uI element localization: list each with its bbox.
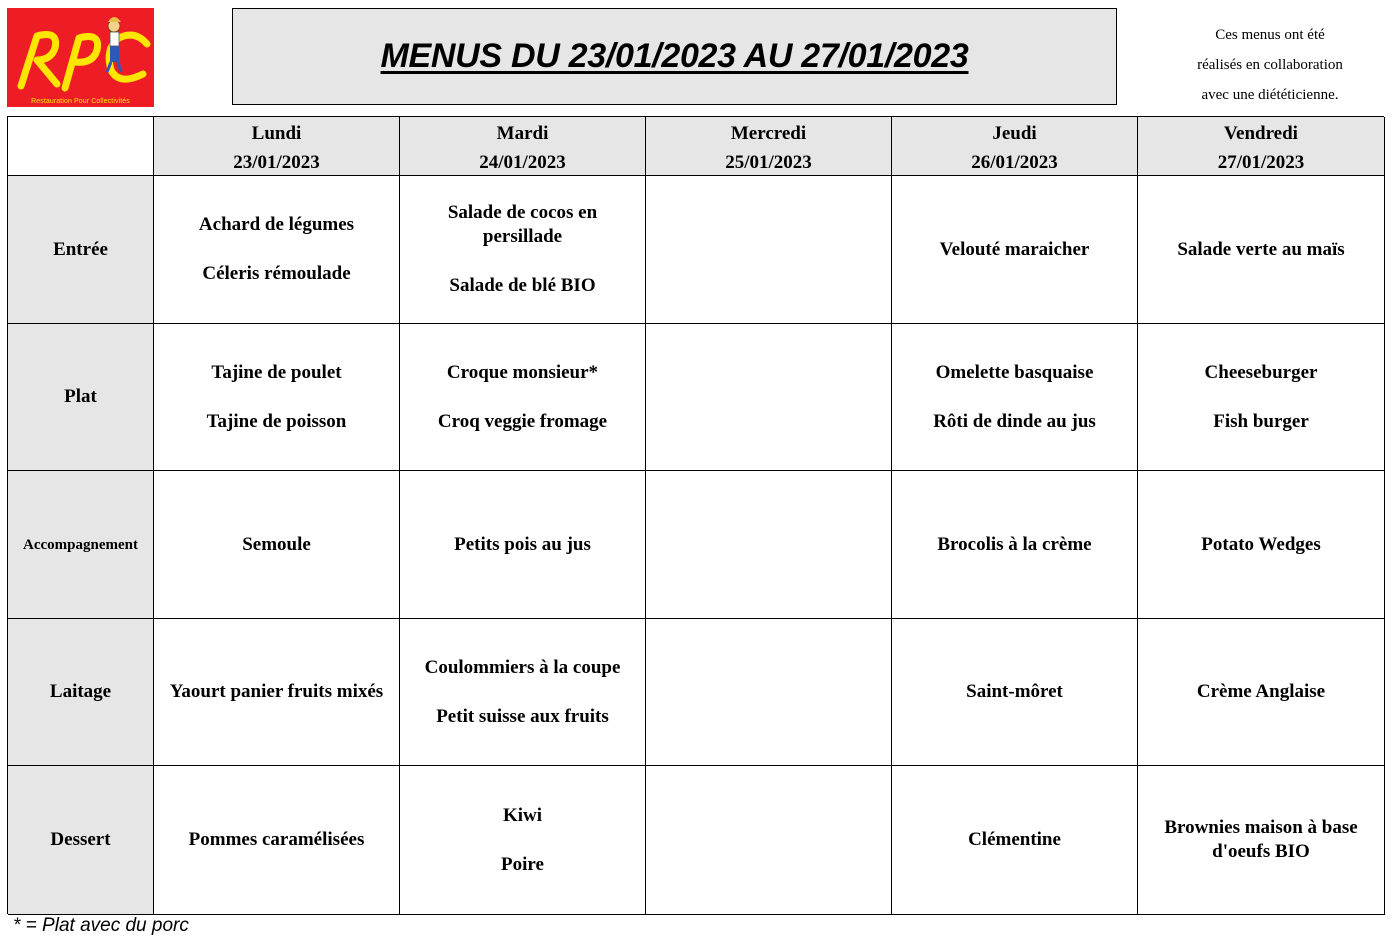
menu-item: Céleris rémoulade	[202, 263, 351, 284]
menu-cell	[646, 471, 892, 619]
footnote: * = Plat avec du porc	[13, 915, 189, 936]
menu-item: Coulommiers à la coupe	[424, 656, 621, 678]
day-name: Jeudi	[992, 123, 1037, 144]
menu-cell	[1138, 766, 1385, 915]
menu-cell	[400, 619, 646, 766]
day-date: 26/01/2023	[971, 152, 1058, 173]
menu-item: Tajine de poulet	[211, 361, 342, 383]
menu-item: Fish burger	[1213, 410, 1309, 432]
menu-cell	[154, 471, 400, 619]
day-date: 24/01/2023	[479, 152, 566, 173]
menu-cell	[892, 471, 1138, 619]
menu-item: Achard de légumes	[198, 214, 355, 235]
menu-item: Rôti de dinde au jus	[933, 410, 1096, 432]
menu-item: Salade verte au maïs	[1177, 238, 1345, 260]
rpc-logo-graphic	[7, 8, 154, 107]
menu-cell	[154, 324, 400, 471]
menu-cell	[1138, 324, 1385, 471]
menu-item: Tajine de poisson	[206, 410, 347, 432]
menu-item: Petits pois au jus	[454, 533, 591, 555]
menu-item: Clémentine	[968, 829, 1061, 850]
day-header-1	[400, 117, 646, 176]
day-date: 27/01/2023	[1217, 152, 1305, 173]
day-header-0	[154, 117, 400, 176]
corner-cell	[8, 117, 154, 176]
note-line: avec une diététicienne.	[1201, 87, 1339, 103]
menu-cell	[646, 766, 892, 915]
menu-cell	[892, 176, 1138, 324]
menu-cell	[400, 766, 646, 915]
menu-cell	[892, 324, 1138, 471]
note-line: Ces menus ont été	[1215, 27, 1325, 43]
dietitian-note	[1155, 20, 1385, 110]
menu-cell	[154, 766, 400, 915]
menu-item: Yaourt panier fruits mixés	[169, 681, 384, 702]
rpc-logo	[7, 8, 154, 107]
menu-cell	[646, 176, 892, 324]
menu-item: Petit suisse aux fruits	[436, 705, 609, 727]
menu-item: Brownies maison à base d'oeufs BIO	[1164, 817, 1358, 862]
menu-item: Semoule	[242, 533, 311, 555]
day-date: 25/01/2023	[725, 152, 812, 173]
row-label: Dessert	[8, 766, 154, 915]
menu-cell	[400, 324, 646, 471]
menu-cell	[1138, 176, 1385, 324]
day-header-4	[1138, 117, 1385, 176]
menu-cell	[646, 324, 892, 471]
logo-subtitle: Restauration Pour Collectivités	[31, 98, 130, 105]
menu-cell	[892, 619, 1138, 766]
menu-cell	[154, 176, 400, 324]
menu-item: Omelette basquaise	[935, 361, 1094, 383]
menu-cell	[1138, 619, 1385, 766]
menu-item: Brocolis à la crème	[937, 533, 1092, 555]
day-name: Mercredi	[730, 123, 807, 144]
menu-item: Croque monsieur*	[446, 361, 599, 383]
menu-cell	[1138, 471, 1385, 619]
menu-item: Salade de cocos en persillade	[447, 202, 598, 247]
menu-cell	[892, 766, 1138, 915]
day-name: Vendredi	[1224, 123, 1298, 144]
day-header-3	[892, 117, 1138, 176]
day-header-2	[646, 117, 892, 176]
menu-item: Velouté maraicher	[939, 238, 1090, 260]
menu-cell	[646, 619, 892, 766]
menu-item: Pommes caramélisées	[188, 829, 365, 850]
menu-item: Crème Anglaise	[1196, 681, 1326, 702]
row-label: Plat	[8, 324, 154, 471]
row-label: Laitage	[8, 619, 154, 766]
row-label: Entrée	[8, 176, 154, 324]
day-date: 23/01/2023	[233, 152, 320, 173]
menu-cell	[154, 619, 400, 766]
title-box	[232, 8, 1117, 105]
day-name: Lundi	[251, 123, 302, 144]
menu-item: Saint-môret	[966, 681, 1063, 702]
page-title: MENUS DU 23/01/2023 AU 27/01/2023	[380, 37, 969, 75]
menu-cell	[400, 176, 646, 324]
note-line: réalisés en collaboration	[1197, 57, 1343, 73]
menu-item: Poire	[501, 853, 544, 875]
menu-item: Croq veggie fromage	[437, 410, 608, 432]
menu-item: Salade de blé BIO	[449, 275, 596, 296]
menu-item: Cheeseburger	[1204, 361, 1318, 383]
row-label: Accompagnement	[8, 471, 154, 619]
menu-item: Kiwi	[502, 804, 543, 826]
menu-item: Potato Wedges	[1201, 533, 1321, 555]
menu-table	[7, 116, 1384, 914]
menu-cell	[400, 471, 646, 619]
day-name: Mardi	[496, 123, 549, 144]
